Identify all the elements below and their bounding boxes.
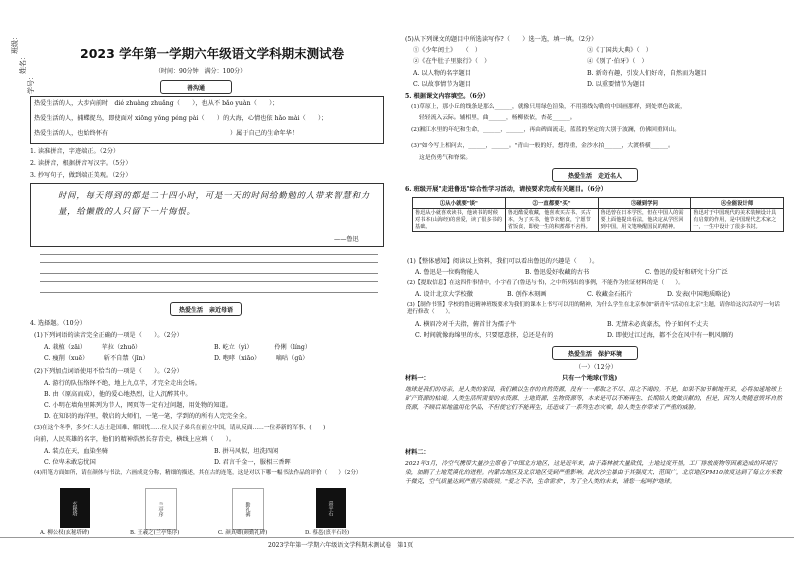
match-item: ③《丁国共大典》（ ）: [587, 47, 652, 54]
fill-line: (2)湘江水里的年纪和生命，______，______，再由碑面流走，蓝蓝的坚定的大别于波澜，仿佛回重回山。: [411, 127, 681, 133]
calligraphy-image-b: 兰亭序: [145, 488, 177, 530]
question-4-4: (4)用笔方面如所，请在颜体与书法，六画成竟分称，精细的描述，其在古的连笔，这是对以下哪一幅书法作品的评价（ ）（2分）: [34, 470, 362, 476]
footer-rule: [0, 537, 794, 538]
material-1-label: 材料一：: [405, 375, 430, 382]
poem-line-2: 热爱生活的人，捕蝶捉鸟，即使面对 xiōng yǒng péng pài（ ）的大海，心情也依 hǎo mài（ ）；: [34, 115, 328, 122]
section-banner-environment: 热爱生活 保护环境: [552, 346, 638, 360]
question-4: 4. 选择题。（10分）: [30, 320, 86, 327]
question-2: 2. 读拼音，根据拼音写汉字。（5分）: [30, 160, 132, 167]
writing-line: [40, 262, 378, 263]
fill-line: 这是伤勇气和脊梁。: [419, 155, 472, 161]
material-1-text: 地球是我们的母亲，是人类的家园，我们赖以生存的自然资源，没有一一都取之不尽、用之不竭的。不是，如果不加节制地开采，必将加速地球上矿产资源的枯竭。人类生活所需要的水资源、土地资源、生物资源等，本来是可以不断再生、长期给人类做贡献的，但是，因为人类随意毁坏自然资源，不顾后果地滥用化学品，不但使它们不能再生，还造成了一系列生态灾难，给人类生存带来了严重的威胁。: [405, 387, 782, 412]
question-7-2: (2)【提取信息】在这四件事情中，小宇看了(鲁迅与书)，之中所列出的事例，不能作为佐证材料的是（ ）。: [407, 280, 684, 286]
option[interactable]: B. 屹立（yì） 伶俐（líng）: [214, 344, 312, 351]
fill-line: 轻轻流入云际。辅相里，曲______，杨柳依依，杏花______。: [419, 115, 576, 121]
option[interactable]: C. 瘦削（xuē） 斩不自禁（jīn）: [44, 355, 149, 362]
calligraphy-image-c: 勤礼碑: [232, 488, 264, 530]
option[interactable]: A. 设计北京大学校徽: [415, 291, 473, 298]
match-item: ④《别了·伯牙》（ ）: [587, 58, 648, 65]
option[interactable]: D. 蔡邕(熹平石经): [305, 530, 350, 536]
question-4-1: (1)下列词语的读音完全正确的一项是（ ）。（2分）: [34, 332, 183, 339]
table-header: ③碰到学问: [598, 198, 691, 209]
table-header: ②一直都要"买": [505, 198, 598, 209]
question-4-2: (2)下列加点词语使用不恰当的一项是（ ）。（2分）: [34, 368, 183, 375]
option[interactable]: C. 鲁迅的爱好和研究十分广泛: [645, 269, 728, 276]
exam-title: 2023 学年第一学期六年级语文学科期末测试卷: [80, 46, 345, 61]
poem-line-3: 热爱生活的人，也始终怀有: [34, 130, 109, 137]
question-1: 1. 读准拼音，字迹端正。（2分）: [30, 148, 120, 155]
question-7-1: (1)【整体感知】阅读以上资料，我们可以看出鲁迅的兴趣是（ ）。: [407, 258, 599, 265]
question-3: 3. 抄写句子，做到端正美观。（2分）: [30, 172, 132, 179]
option[interactable]: B. 王羲之(兰亭集序): [130, 530, 180, 536]
option[interactable]: B. 无情未必真豪杰，怜子如何不丈夫: [607, 321, 709, 328]
calligraphy-image-a: 玄秘塔: [60, 488, 90, 528]
right-page: [397, 0, 794, 565]
table-header: ④全能设计师: [691, 198, 784, 209]
exam-subtitle: （时间：90分钟 满分：100分）: [155, 68, 247, 75]
material-2-text: 2021年3月，冷空气携带大量沙尘席卷了中国北方地区，这是近年来，由于森林被大量砍伐，土地过度开垦，工厂排放废物等因素造成的环境污染，加剧了土地荒漠化的进程。内蒙古地区及北京地区受到严重影响。此次沙尘暴由于其强度大、范围广，北京地区PM10浓度达到了每立方米数千微克，空气质量达到严重污染级别。"爱之不杀，生命需求"，为了全人类的未来，请您一起呵护地球。: [405, 461, 782, 486]
option[interactable]: B. 鲁迅爱好收藏的古书: [525, 269, 590, 276]
section-banner-mother-tongue: 热爱生活 亲近母语: [170, 302, 242, 316]
option[interactable]: D. 咆哮（xiāo） 嘀咕（gū）: [214, 355, 309, 362]
section-banner-communication: 善沟通: [160, 80, 232, 94]
table-header: ①从小就要"谈": [413, 198, 506, 209]
question-4-3-b: 向前，人民英雄的名字，他们的精神浩然长存青史，横线上应填（ ）。: [34, 436, 236, 443]
material-2-label: 材料二：: [405, 449, 430, 456]
name-field: 姓名：: [19, 53, 27, 74]
calligraphy-image-d: 熹平石: [316, 488, 346, 528]
option[interactable]: C. 收藏金石拓片: [587, 291, 633, 298]
option[interactable]: D. 发表(中国地质略论): [667, 291, 731, 298]
option[interactable]: D. 以重要情节为题目: [587, 81, 646, 88]
option[interactable]: C. 位卑未敢忘忧国: [44, 459, 96, 466]
option[interactable]: B. 由（原高而成），他的爱心地热烈，让人沉醉其中。: [44, 391, 192, 398]
quote-author: ——鲁迅: [334, 236, 359, 243]
option[interactable]: B. 拼马风似，坦洗四闲: [214, 448, 279, 455]
option[interactable]: A. 柳公权(玄秘塔碑): [40, 530, 90, 536]
question-6: 5. 根据课文内容填空。（6分）: [405, 93, 490, 100]
poem-line-1: 热爱生活的人，大步向前时 dié zhuàng zhuǎng（ ），也从不 bǎo yuàn（ ）；: [34, 100, 279, 107]
writing-line: [40, 273, 378, 274]
option[interactable]: D. 君言千金一，服相三香晖: [214, 459, 291, 466]
page-footer: 2023学年第一学期六年级语文学科期末测试卷 第1页: [268, 542, 414, 549]
poem-line-3-tail: ）属于自己的生命年华！: [230, 130, 299, 137]
writing-line: [40, 292, 378, 293]
match-item: ②《在牛肚子里旅行》（ ）: [413, 58, 491, 65]
option[interactable]: C. 颜真卿(颜勤礼碑): [218, 530, 268, 536]
option[interactable]: B. 创作木刻画: [507, 291, 547, 298]
table-cell: 鲁迅酷爱收藏，他喜欢买古书、买古本，为了买书，他节衣缩食，宁愿节省饭食，即使一生的积蓄都不舍得。: [505, 209, 598, 232]
option[interactable]: A. 栽植（zāi） 苹拉（zhuō）: [44, 344, 142, 351]
writing-line: [40, 254, 378, 255]
article-title: 只有一个地球(节选): [562, 375, 618, 382]
writing-line: [40, 281, 378, 282]
table-cell: 鲁迅对于中国现代的美术装帧设计具有启蒙的作用，是中国现代艺术家之一，一生中设计了很多书封。: [691, 209, 784, 232]
option[interactable]: C. 时间就像海绵里的水，只要愿意挤，总还是有的: [415, 332, 554, 339]
table-cell: 鲁迅曾在日本学医，但在中国人的需要上面他提出看法，他决定从学医回到中国，用文笔唤醒国民的精神。: [598, 209, 691, 232]
option[interactable]: C. 以故事情节为题目: [413, 81, 471, 88]
question-5: (5)从下列课文的题目中所选读写作?（ ）选一选，填一填。（2分）: [405, 36, 598, 43]
section-2-label: （一）（12分）: [575, 364, 617, 371]
option[interactable]: A. 装点在天，血染坐骑: [44, 448, 109, 455]
section-banner-celebrities: 热爱生活 走近名人: [552, 168, 638, 182]
fill-line: (3)"如今写上相问去，______，______。"青山一般的好，想得重，金沙水拍______，大渡桥横______。: [411, 143, 674, 149]
option[interactable]: A. 游行的队伍络绎不绝，地上九点半，才完全走出会场。: [44, 380, 201, 387]
class-field: 班级：: [11, 33, 19, 54]
option[interactable]: D. 即使过江过海，都不会在风中有一帆风顺的: [607, 332, 734, 339]
option[interactable]: A. 横眉冷对千夫指，俯首甘为孺子牛: [415, 321, 517, 328]
question-7-3: (3)【制作书签】学校的鲁迅精神班级要求为我们的课本上书写可以用的精神，为什么学生在北京参加"新青年"活动在北京"主题，请你给这次活动写一句话进行修改（ ）。: [407, 302, 780, 315]
option[interactable]: A. 鲁迅是一位购物能人: [415, 269, 480, 276]
copy-quote: 时间，每天得到的都是二十四小时，可是一天的时间给勤勉的人带来智慧和力量，给懒散的人只留下一片悔恨。: [58, 191, 370, 216]
number-field: 学号：: [27, 73, 35, 94]
fill-line: (1)草原上，那小丘的线条是那么______，就像只用绿色渲染，不用墨线勾勒的中国画那样，到处翠色欲流，: [411, 104, 686, 110]
lu-xun-table: [412, 197, 784, 232]
question-4-3: (3)在这个冬季，多少仁人志士赴国难、解国忧……位人民子弟兵在前立中国，请从反面……一位养新的军事、( ): [34, 425, 326, 431]
option[interactable]: A. 以人物的名字题目: [413, 70, 471, 77]
match-item: ①《少年闰土》 （ ）: [413, 47, 482, 54]
option[interactable]: C. 小明在墙角里陈列为节人，网页等一定有过问题，用处物的知道。: [44, 402, 232, 409]
option[interactable]: D. 在知识的海洋里，敬启的大师们，一笔一笔，学到的的所有人完完全全。: [44, 413, 251, 420]
option[interactable]: B. 新奇有趣，引发人们好奇，自然而为题目: [587, 70, 707, 77]
table-cell: 鲁迅从小就喜欢读书，他读书的时候对书本(山海经)的喜爱，读了很多书的基础。: [413, 209, 506, 232]
question-7: 6. 班级开展"走进鲁迅"综合性学习活动，请按要求完成有关题目。（6分）: [405, 186, 607, 193]
